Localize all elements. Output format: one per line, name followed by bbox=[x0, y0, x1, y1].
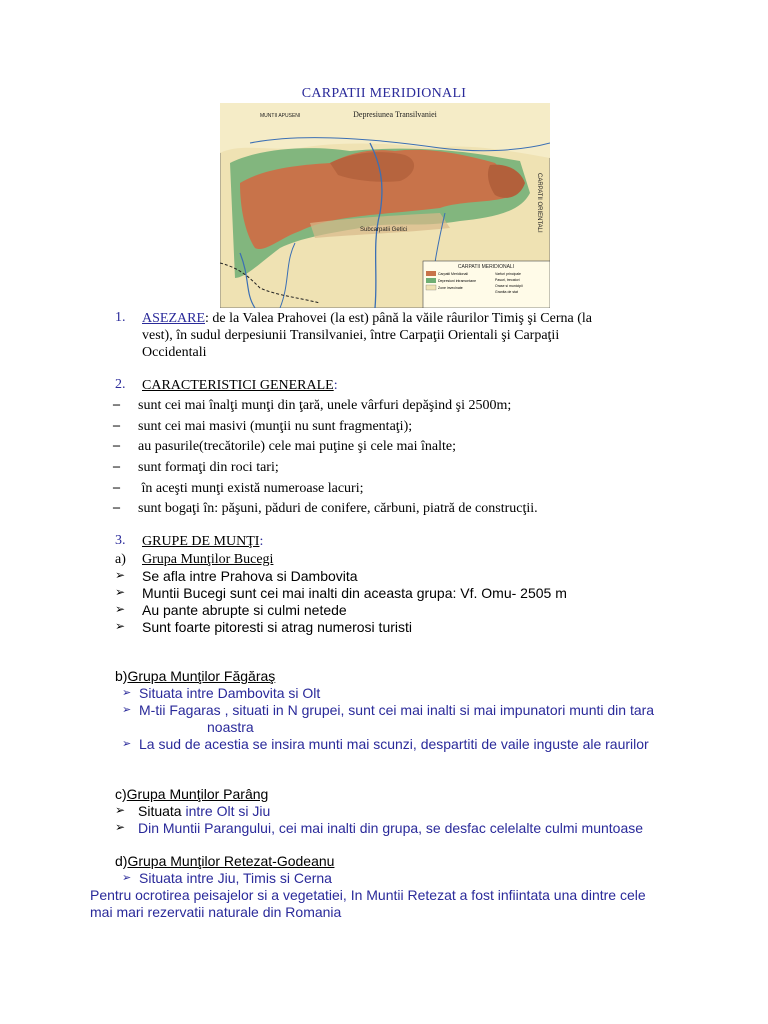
group-a-item: Au pante abrupte si culmi netede bbox=[142, 602, 347, 618]
section-2-heading: CARACTERISTICI GENERALE bbox=[142, 378, 334, 393]
arrow-bullet-icon: ➢ bbox=[115, 568, 126, 582]
group-b-item: M-tii Fagaras , situati in N grupei, sunt cei mai inalti si mai impunatori munti din tara bbox=[139, 702, 655, 718]
group-b-heading-row: b)Grupa Munţilor Făgăraş bbox=[115, 668, 276, 684]
svg-text:Zone invecinate: Zone invecinate bbox=[438, 286, 463, 290]
arrow-bullet-icon: ➢ bbox=[115, 602, 126, 616]
characteristic-item: sunt bogaţi în: păşuni, păduri de conifere, cărbuni, piatră de construcţii. bbox=[138, 501, 538, 516]
group-d-item: Situata intre Jiu, Timis si Cerna bbox=[139, 870, 332, 886]
svg-text:Varfuri principale: Varfuri principale bbox=[495, 272, 522, 276]
dash-bullet: – bbox=[113, 500, 120, 515]
arrow-bullet-icon: ➢ bbox=[115, 619, 126, 633]
svg-text:Depresiuni intramontane: Depresiuni intramontane bbox=[438, 279, 477, 283]
characteristic-item: sunt formaţi din roci tari; bbox=[138, 460, 279, 475]
group-c-heading-row: c)Grupa Munţilor Parâng bbox=[115, 786, 269, 802]
section-1-line-3: Occidentali bbox=[142, 345, 207, 360]
dash-bullet: – bbox=[113, 480, 120, 495]
group-b-item: Situata intre Dambovita si Olt bbox=[139, 685, 321, 701]
group-a-marker: a) bbox=[115, 552, 126, 567]
map-legend bbox=[423, 261, 550, 308]
arrow-bullet-icon: ➢ bbox=[115, 585, 126, 599]
group-a-item: Se afla intre Prahova si Dambovita bbox=[142, 568, 358, 584]
section-2-number: 2. bbox=[115, 377, 126, 392]
dash-bullet: – bbox=[113, 438, 120, 453]
group-d-heading-row: d)Grupa Munţilor Retezat-Godeanu bbox=[115, 853, 335, 869]
group-d-paragraph-line-2: mai mari rezervatii naturale din Romania bbox=[90, 904, 342, 920]
section-1-heading: ASEZARE bbox=[142, 311, 205, 326]
svg-text:Granita de stat: Granita de stat bbox=[495, 290, 518, 294]
svg-text:CARPATII MERIDIONALI: CARPATII MERIDIONALI bbox=[457, 264, 515, 270]
group-b-heading: Grupa Munţilor Făgăraş bbox=[127, 668, 276, 684]
dash-bullet: – bbox=[113, 418, 120, 433]
characteristic-item: au pasurile(trecătorile) cele mai puţine şi cele mai înalte; bbox=[138, 439, 456, 454]
characteristic-item: în aceşti munţi există numeroase lacuri; bbox=[138, 481, 364, 496]
map-label-transilvania: Depresiunea Transilvaniei bbox=[353, 110, 437, 119]
arrow-bullet-icon: ➢ bbox=[122, 704, 132, 716]
group-d-heading: Grupa Munţilor Retezat-Godeanu bbox=[127, 853, 335, 869]
map-label-orientali: CARPATII ORIENTALI bbox=[536, 173, 542, 233]
section-1-line-1: ASEZARE: de la Valea Prahovei (la est) până la văile râurilor Timiş şi Cerna (la bbox=[142, 311, 592, 326]
dash-bullet: – bbox=[113, 459, 120, 474]
section-3-number: 3. bbox=[115, 533, 126, 548]
arrow-bullet-icon: ➢ bbox=[115, 820, 126, 834]
carpathians-map bbox=[220, 103, 550, 308]
svg-text:Carpatii Meridionali: Carpatii Meridionali bbox=[438, 272, 468, 276]
group-d-paragraph-line-1: Pentru ocrotirea peisajelor si a vegetatiei, In Muntii Retezat a fost infiintata una dintre cele bbox=[90, 887, 646, 903]
group-a-heading: Grupa Munţilor Bucegi bbox=[142, 552, 274, 567]
section-3-heading: GRUPE DE MUNŢI bbox=[142, 534, 260, 549]
svg-text:Orase si municipii: Orase si municipii bbox=[495, 284, 523, 288]
group-c-item: Situata intre Olt si Jiu bbox=[138, 803, 271, 819]
section-1-line-2: vest), în sudul derpesiunii Transilvaniei, între Carpaţii Orientali şi Carpaţii bbox=[142, 328, 560, 343]
svg-text:Pasuri, trecatori: Pasuri, trecatori bbox=[495, 278, 520, 282]
group-b-item-continuation: noastra bbox=[207, 719, 254, 735]
group-c-heading: Grupa Munţilor Parâng bbox=[126, 786, 269, 802]
arrow-bullet-icon: ➢ bbox=[115, 803, 126, 817]
characteristic-item: sunt cei mai înalţi munţi din ţară, unele vârfuri depăşind şi 2500m; bbox=[138, 398, 512, 413]
group-a-item: Sunt foarte pitoresti si atrag numerosi turisti bbox=[142, 619, 413, 635]
group-b-item: La sud de acestia se insira munti mai scunzi, despartiti de vaile inguste ale raurilor bbox=[139, 736, 649, 752]
page-title: CARPATII MERIDIONALI bbox=[301, 86, 467, 101]
arrow-bullet-icon: ➢ bbox=[122, 872, 132, 884]
characteristic-item: sunt cei mai masivi (munţii nu sunt fragmentaţi); bbox=[138, 419, 413, 434]
map-label-apuseni: MUNTII APUSENI bbox=[260, 113, 301, 119]
group-c-item: Din Muntii Parangului, cei mai inalti din grupa, se desfac celelalte culmi muntoase bbox=[138, 820, 644, 836]
map-label-subcarpati: Subcarpatii Getici bbox=[360, 227, 408, 233]
section-3-heading-row: GRUPE DE MUNŢI: bbox=[142, 534, 264, 549]
section-2-heading-row: CARACTERISTICI GENERALE: bbox=[142, 378, 338, 393]
arrow-bullet-icon: ➢ bbox=[122, 738, 132, 750]
section-1-number: 1. bbox=[115, 310, 126, 325]
dash-bullet: – bbox=[113, 397, 120, 412]
group-a-item: Muntii Bucegi sunt cei mai inalti din aceasta grupa: Vf. Omu- 2505 m bbox=[142, 585, 567, 601]
arrow-bullet-icon: ➢ bbox=[122, 687, 132, 699]
